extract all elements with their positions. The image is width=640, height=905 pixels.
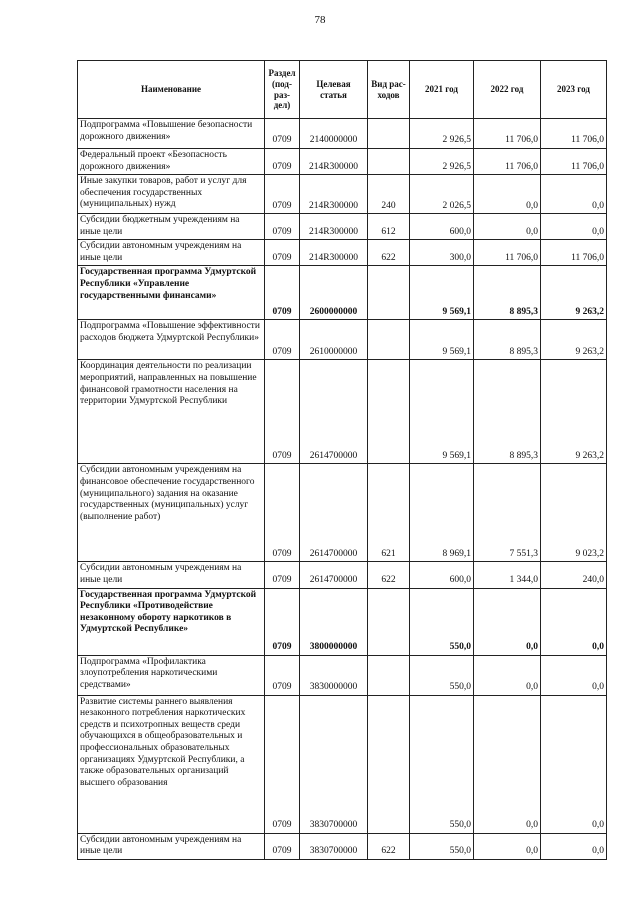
header-vid: Вид рас-ходов (368, 61, 410, 119)
header-row (78, 61, 607, 119)
cell-article: 214R300000 (300, 240, 368, 266)
cell-2023: 0,0 (541, 695, 607, 833)
cell-vid (368, 588, 410, 655)
cell-vid: 612 (368, 214, 410, 240)
cell-2021: 300,0 (410, 240, 474, 266)
table-row (78, 149, 607, 175)
cell-article: 3800000000 (300, 588, 368, 655)
cell-2022: 0,0 (474, 214, 541, 240)
cell-article: 3830700000 (300, 833, 368, 859)
header-2021: 2021 год (410, 61, 474, 119)
header-section: Раздел (под-раз-дел) (265, 61, 300, 119)
cell-2023: 0,0 (541, 655, 607, 695)
cell-2021: 9 569,1 (410, 320, 474, 360)
cell-vid (368, 119, 410, 149)
table-row (78, 360, 607, 464)
table-row (78, 833, 607, 859)
cell-2022: 11 706,0 (474, 149, 541, 175)
cell-2022: 11 706,0 (474, 119, 541, 149)
cell-section: 0709 (265, 695, 300, 833)
cell-vid (368, 320, 410, 360)
cell-section: 0709 (265, 833, 300, 859)
table-row (78, 175, 607, 214)
cell-article: 2140000000 (300, 119, 368, 149)
cell-article: 3830700000 (300, 695, 368, 833)
table-row (78, 655, 607, 695)
cell-section: 0709 (265, 360, 300, 464)
table-row (78, 320, 607, 360)
cell-2021: 2 026,5 (410, 175, 474, 214)
cell-section: 0709 (265, 320, 300, 360)
cell-2022: 7 551,3 (474, 464, 541, 562)
cell-2023: 0,0 (541, 214, 607, 240)
cell-2021: 2 926,5 (410, 119, 474, 149)
cell-2021: 550,0 (410, 655, 474, 695)
cell-2022: 0,0 (474, 833, 541, 859)
cell-2023: 11 706,0 (541, 240, 607, 266)
cell-article: 214R300000 (300, 214, 368, 240)
cell-2022: 1 344,0 (474, 562, 541, 588)
cell-article: 214R300000 (300, 175, 368, 214)
cell-vid: 621 (368, 464, 410, 562)
cell-section: 0709 (265, 214, 300, 240)
table-row (78, 695, 607, 833)
table-row (78, 214, 607, 240)
cell-name: Иные закупки товаров, работ и услуг для обеспечения государственных (муниципальных) нужд (78, 175, 265, 214)
page-number: 78 (314, 14, 326, 26)
cell-vid: 240 (368, 175, 410, 214)
cell-2022: 11 706,0 (474, 240, 541, 266)
cell-section: 0709 (265, 119, 300, 149)
cell-article: 2610000000 (300, 320, 368, 360)
header-article: Целевая статья (300, 61, 368, 119)
table-row (78, 240, 607, 266)
cell-2021: 2 926,5 (410, 149, 474, 175)
cell-2023: 0,0 (541, 833, 607, 859)
cell-2021: 550,0 (410, 695, 474, 833)
cell-vid (368, 655, 410, 695)
cell-name: Государственная программа Удмуртской Республики «Противодействие незаконному обороту наркотиков в Удмуртской Республике» (78, 588, 265, 655)
cell-article: 2600000000 (300, 266, 368, 320)
cell-2022: 0,0 (474, 655, 541, 695)
cell-name: Развитие системы раннего выявления незаконного потребления наркотических средств и психотропных веществ среди обучающихся в общеобразовательных и профессиональных образовательных организациях Удмуртской Республики, а также образовательных организаций высшего образования (78, 695, 265, 833)
cell-2022: 8 895,3 (474, 266, 541, 320)
cell-2023: 11 706,0 (541, 149, 607, 175)
cell-section: 0709 (265, 175, 300, 214)
header-2023: 2023 год (541, 61, 607, 119)
cell-name: Государственная программа Удмуртской Республики «Управление государственными финансами» (78, 266, 265, 320)
cell-article: 2614700000 (300, 464, 368, 562)
cell-2021: 550,0 (410, 833, 474, 859)
cell-name: Субсидии бюджетным учреждениям на иные цели (78, 214, 265, 240)
header-name: Наименование (78, 61, 265, 119)
cell-name: Субсидии автономным учреждениям на иные цели (78, 562, 265, 588)
cell-vid (368, 149, 410, 175)
cell-name: Субсидии автономным учреждениям на иные цели (78, 240, 265, 266)
cell-section: 0709 (265, 149, 300, 175)
cell-section: 0709 (265, 266, 300, 320)
cell-name: Федеральный проект «Безопасность дорожного движения» (78, 149, 265, 175)
cell-vid (368, 695, 410, 833)
cell-2023: 9 263,2 (541, 266, 607, 320)
cell-article: 2614700000 (300, 562, 368, 588)
cell-vid (368, 266, 410, 320)
cell-name: Координация деятельности по реализации мероприятий, направленных на повышение финансовой грамотности населения на территории Удмуртской Республики (78, 360, 265, 464)
cell-2021: 600,0 (410, 214, 474, 240)
cell-name: Подпрограмма «Повышение безопасности дорожного движения» (78, 119, 265, 149)
cell-2023: 0,0 (541, 588, 607, 655)
cell-section: 0709 (265, 588, 300, 655)
cell-vid (368, 360, 410, 464)
cell-2023: 240,0 (541, 562, 607, 588)
cell-section: 0709 (265, 240, 300, 266)
table-row (78, 588, 607, 655)
cell-2022: 0,0 (474, 588, 541, 655)
cell-name: Субсидии автономным учреждениям на иные цели (78, 833, 265, 859)
cell-vid: 622 (368, 240, 410, 266)
cell-name: Подпрограмма «Повышение эффективности расходов бюджета Удмуртской Республики» (78, 320, 265, 360)
header-2022: 2022 год (474, 61, 541, 119)
cell-2022: 0,0 (474, 175, 541, 214)
cell-2021: 600,0 (410, 562, 474, 588)
cell-2023: 9 023,2 (541, 464, 607, 562)
table-row (78, 266, 607, 320)
cell-section: 0709 (265, 562, 300, 588)
cell-2022: 8 895,3 (474, 320, 541, 360)
cell-2021: 9 569,1 (410, 266, 474, 320)
cell-2022: 8 895,3 (474, 360, 541, 464)
cell-2021: 9 569,1 (410, 360, 474, 464)
cell-vid: 622 (368, 562, 410, 588)
cell-2022: 0,0 (474, 695, 541, 833)
budget-table (77, 60, 607, 860)
cell-2023: 0,0 (541, 175, 607, 214)
table-row (78, 119, 607, 149)
cell-vid: 622 (368, 833, 410, 859)
cell-2023: 9 263,2 (541, 360, 607, 464)
cell-2023: 11 706,0 (541, 119, 607, 149)
cell-2021: 550,0 (410, 588, 474, 655)
cell-name: Субсидии автономным учреждениям на финансовое обеспечение государственного (муниципального) задания на оказание государственных (муниципальных) услуг (выполнение работ) (78, 464, 265, 562)
cell-name: Подпрограмма «Профилактика злоупотребления наркотическими средствами» (78, 655, 265, 695)
table-row (78, 562, 607, 588)
cell-2021: 8 969,1 (410, 464, 474, 562)
cell-article: 214R300000 (300, 149, 368, 175)
cell-article: 2614700000 (300, 360, 368, 464)
cell-2023: 9 263,2 (541, 320, 607, 360)
cell-section: 0709 (265, 655, 300, 695)
cell-section: 0709 (265, 464, 300, 562)
cell-article: 3830000000 (300, 655, 368, 695)
table-row (78, 464, 607, 562)
